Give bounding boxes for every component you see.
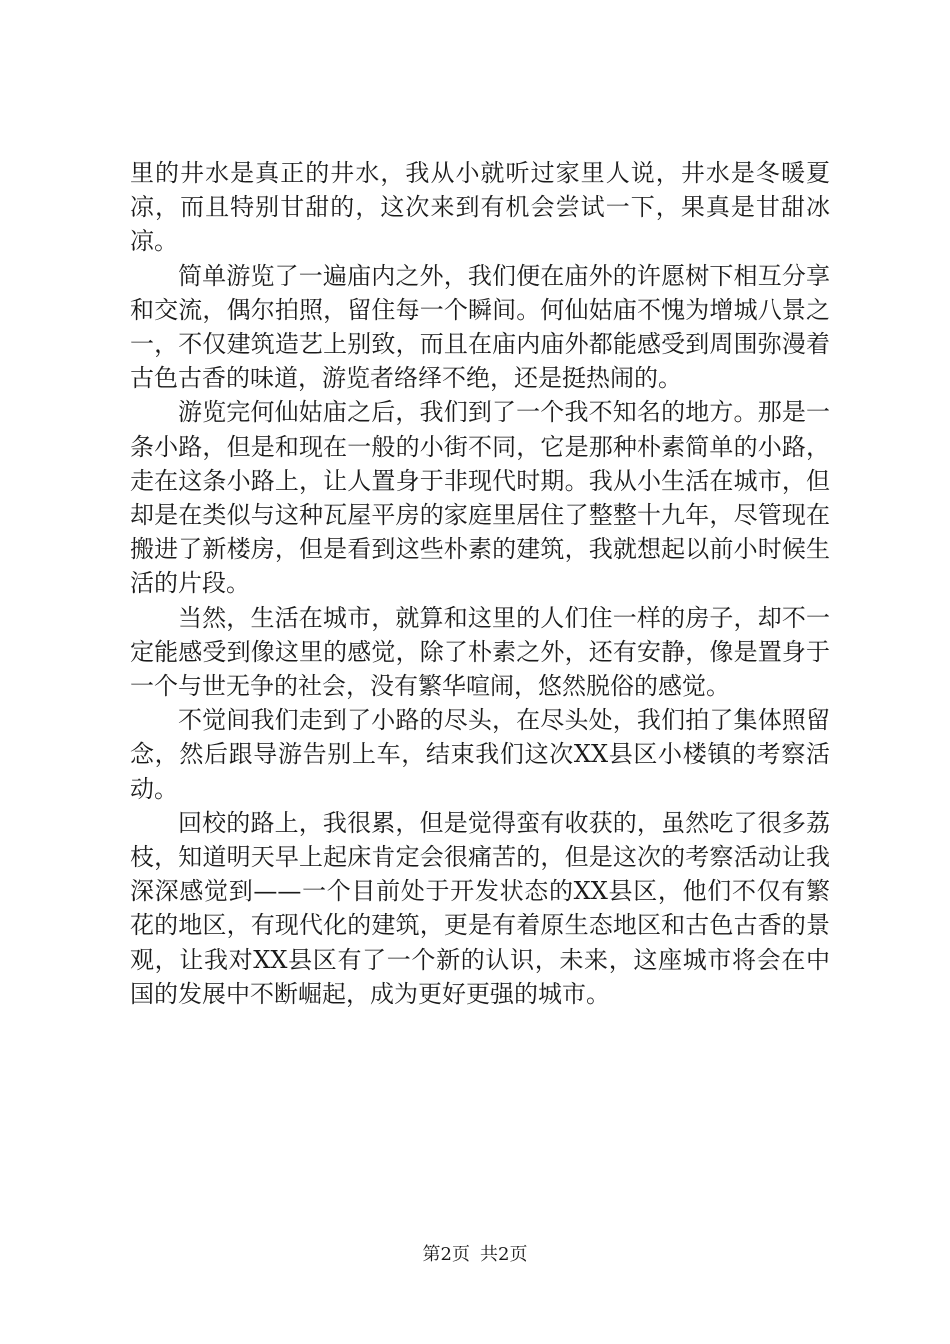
paragraph-3: 游览完何仙姑庙之后，我们到了一个我不知名的地方。那是一条小路，但是和现在一般的小街不同，它是那种朴素简单的小路，走在这条小路上，让人置身于非现代时期。我从小生活在城市，但却是在类似与这种瓦屋平房的家庭里居住了整整十九年，尽管现在搬进了新楼房，但是看到这些朴素的建筑，我就想起以前小时候生活的片段。	[130, 398, 830, 598]
page-number-total: 共2页	[480, 1244, 528, 1265]
paragraph-4: 当然，生活在城市，就算和这里的人们住一样的房子，却不一定能感受到像这里的感觉，除了朴素之外，还有安静，像是置身于一个与世无争的社会，没有繁华喧闹，悠然脱俗的感觉。	[130, 603, 830, 701]
page-footer	[0, 1244, 950, 1266]
paragraph-1: 里的井水是真正的井水，我从小就听过家里人说，井水是冬暖夏凉，而且特别甘甜的，这次来到有机会尝试一下，果真是甘甜冰凉。	[130, 159, 830, 256]
page-number-current: 第2页	[422, 1244, 470, 1265]
paragraph-2: 简单游览了一遍庙内之外，我们便在庙外的许愿树下相互分享和交流，偶尔拍照，留住每一个瞬间。何仙姑庙不愧为增城八景之一，不仅建筑造艺上别致，而且在庙内庙外都能感受到周围弥漫着古色古香的味道，游览者络绎不绝，还是挺热闹的。	[130, 261, 830, 393]
document-body	[130, 156, 830, 1011]
paragraph-6: 回校的路上，我很累，但是觉得蛮有收获的，虽然吃了很多荔枝，知道明天早上起床肯定会很痛苦的，但是这次的考察活动让我深深感觉到——一个目前处于开发状态的XX县区，他们不仅有繁花的地区，有现代化的建筑，更是有着原生态地区和古色古香的景观，让我对XX县区有了一个新的认识，未来，这座城市将会在中国的发展中不断崛起，成为更好更强的城市。	[130, 808, 830, 1008]
paragraph-5: 不觉间我们走到了小路的尽头，在尽头处，我们拍了集体照留念，然后跟导游告别上车，结束我们这次XX县区小楼镇的考察活动。	[130, 706, 830, 803]
